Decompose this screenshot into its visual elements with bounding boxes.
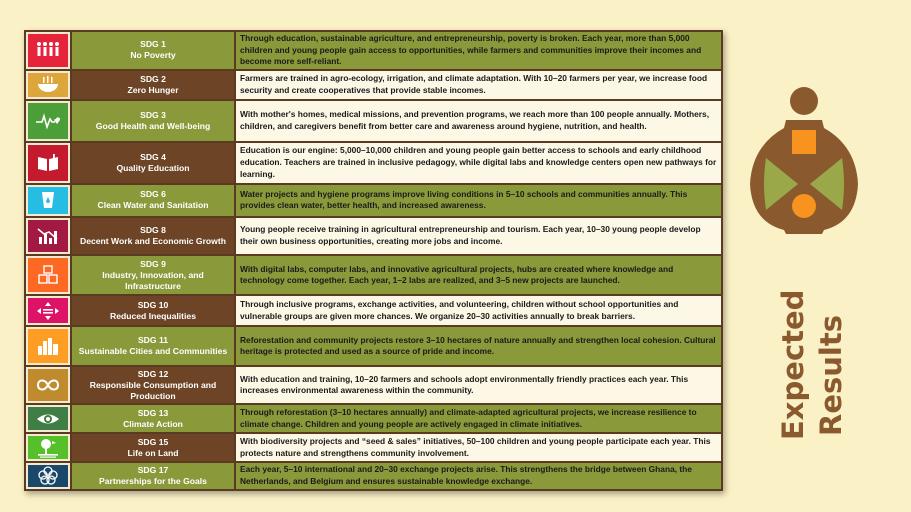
goal-description: With mother's homes, medical missions, and prevention programs, we reach more than 100 people annually. Mothers, children, and caregivers benefit from better care and awareness around hygiene, nutrition, and health.	[236, 101, 721, 141]
sdg-icon-cell	[26, 143, 70, 183]
goal-description: Farmers are trained in agro-ecology, irrigation, and climate adaptation. With 10–20 farmers per year, we increase food security and create cooperatives that provide stable incomes.	[236, 71, 721, 99]
sdg-icon-cell	[26, 463, 70, 489]
goal-label	[72, 405, 234, 432]
goal-description: Through education, sustainable agriculture, and entrepreneurship, poverty is broken. Each year, more than 5,000 children and young people gain access to opportunities, while farmers and communities improve their incomes and become more self-reliant.	[236, 32, 721, 69]
table-row	[26, 185, 721, 218]
bowl-icon	[28, 73, 68, 97]
table-row	[26, 71, 721, 101]
table-row	[26, 367, 721, 405]
goal-label	[72, 71, 234, 99]
goal-description: Reforestation and community projects restore 3–10 hectares of nature annually and strengthen local cohesion. Cultural heritage is protected and used as a source of pride and income.	[236, 327, 721, 365]
goal-name: Clean Water and Sanitation	[97, 200, 209, 211]
flower-rings-icon	[28, 465, 68, 487]
goal-number: SDG 4	[140, 151, 166, 162]
sdg-results-table	[24, 30, 723, 491]
goal-number: SDG 3	[140, 109, 166, 120]
sdg-icon-cell	[26, 185, 70, 216]
goal-description: Young people receive training in agricultural entrepreneurship and tourism. Each year, 10–30 young people develop their own business opportunities, creating more jobs and income.	[236, 218, 721, 255]
goal-name: Decent Work and Economic Growth	[80, 236, 226, 247]
sdg-icon-cell	[26, 218, 70, 255]
table-row	[26, 296, 721, 327]
goal-name: Life on Land	[127, 447, 179, 458]
table-row	[26, 463, 721, 489]
table-row	[26, 434, 721, 463]
goal-description: Each year, 5–10 international and 20–30 exchange projects arise. This strengthens the bridge between Ghana, the Netherlands, and Belgium and ensures sustainable knowledge exchange.	[236, 463, 721, 489]
sdg-icon-cell	[26, 327, 70, 365]
goal-description: With biodiversity projects and “seed & sales” initiatives, 50–100 children and young people participate each year. This protects nature and strengthens community involvement.	[236, 434, 721, 461]
goal-label	[72, 327, 234, 365]
eye-globe-icon	[28, 407, 68, 430]
goal-number: SDG 15	[137, 436, 169, 447]
goal-label	[72, 101, 234, 141]
goal-number: SDG 11	[137, 335, 169, 346]
logo-circle	[792, 194, 816, 218]
book-icon	[28, 145, 68, 181]
goal-description: With education and training, 10–20 farmers and schools adopt environmentally friendly practices each year. This increases environmental awareness within the community.	[236, 367, 721, 403]
goal-number: SDG 13	[137, 407, 169, 418]
growth-chart-icon	[28, 220, 68, 253]
people-icon	[28, 34, 68, 67]
goal-number: SDG 17	[137, 465, 169, 475]
sdg-icon-cell	[26, 434, 70, 461]
goal-name: Reduced Inequalities	[110, 310, 196, 321]
title-line-1: Expected	[776, 289, 810, 440]
goal-label	[72, 143, 234, 183]
goal-number: SDG 9	[140, 258, 166, 269]
water-glass-icon	[28, 187, 68, 214]
goal-label	[72, 32, 234, 69]
goal-name: Partnerships for the Goals	[99, 476, 207, 486]
goal-name: Quality Education	[116, 162, 190, 173]
goal-number: SDG 12	[137, 368, 169, 379]
goal-description: Water projects and hygiene programs improve living conditions in 5–10 schools and communities annually. This provides clean water, better health, and increased awareness.	[236, 185, 721, 216]
heartbeat-icon	[28, 103, 68, 139]
goal-label	[72, 218, 234, 255]
goal-label	[72, 463, 234, 489]
logo-head	[790, 87, 818, 115]
sdg-icon-cell	[26, 101, 70, 141]
goal-description: With digital labs, computer labs, and innovative agricultural projects, hubs are created where knowledge and technology come together. Each year, 1–2 labs are realized, and 3–5 new projects are launched.	[236, 256, 721, 294]
goal-number: SDG 8	[140, 225, 166, 236]
goal-name: Zero Hunger	[127, 84, 179, 95]
goal-label	[72, 256, 234, 294]
tree-bird-icon	[28, 436, 68, 459]
sdg-icon-cell	[26, 71, 70, 99]
logo-square	[792, 130, 816, 154]
goal-description: Education is our engine: 5,000–10,000 children and young people gain better access to schools and early childhood education. Teachers are trained in inclusive pedagogy, while digital labs and knowledge centers open new pathways for learning.	[236, 143, 721, 183]
infinity-icon	[28, 369, 68, 401]
goal-label	[72, 185, 234, 216]
goal-number: SDG 1	[140, 39, 166, 50]
table-row	[26, 256, 721, 296]
sdg-icon-cell	[26, 296, 70, 325]
goal-name: Good Health and Well-being	[95, 120, 211, 131]
equality-icon	[28, 298, 68, 323]
sdg-icon-cell	[26, 405, 70, 432]
goal-name: Sustainable Cities and Communities	[78, 346, 228, 357]
goal-description: Through inclusive programs, exchange activities, and volunteering, children without school opportunities and vulnerable groups are given more chances. We organize 20–30 activities annually to break barriers.	[236, 296, 721, 325]
goal-label	[72, 296, 234, 325]
table-row	[26, 101, 721, 143]
goal-name: Industry, Innovation, and Infrastructure	[102, 269, 204, 291]
goal-label	[72, 434, 234, 461]
table-row	[26, 218, 721, 257]
goal-name: Climate Action	[123, 418, 183, 429]
sdg-icon-cell	[26, 256, 70, 294]
organization-logo	[748, 84, 860, 234]
title-line-2: Results	[814, 315, 848, 436]
sdg-icon-cell	[26, 32, 70, 69]
city-icon	[28, 329, 68, 363]
goal-label	[72, 367, 234, 403]
table-row	[26, 327, 721, 367]
sdg-icon-cell	[26, 367, 70, 403]
goal-number: SDG 10	[137, 299, 169, 310]
goal-name: Responsible Consumption and Production	[89, 379, 217, 401]
table-row	[26, 405, 721, 434]
goal-name: No Poverty	[130, 50, 176, 61]
cubes-icon	[28, 258, 68, 292]
table-row	[26, 32, 721, 71]
goal-number: SDG 2	[140, 73, 166, 84]
table-row	[26, 143, 721, 185]
goal-description: Through reforestation (3–10 hectares annually) and climate-adapted agricultural projects, we increase resilience to climate change. Children and young people are actively engaged in climate initiatives.	[236, 405, 721, 432]
page-title	[776, 289, 848, 440]
goal-number: SDG 6	[140, 189, 166, 200]
